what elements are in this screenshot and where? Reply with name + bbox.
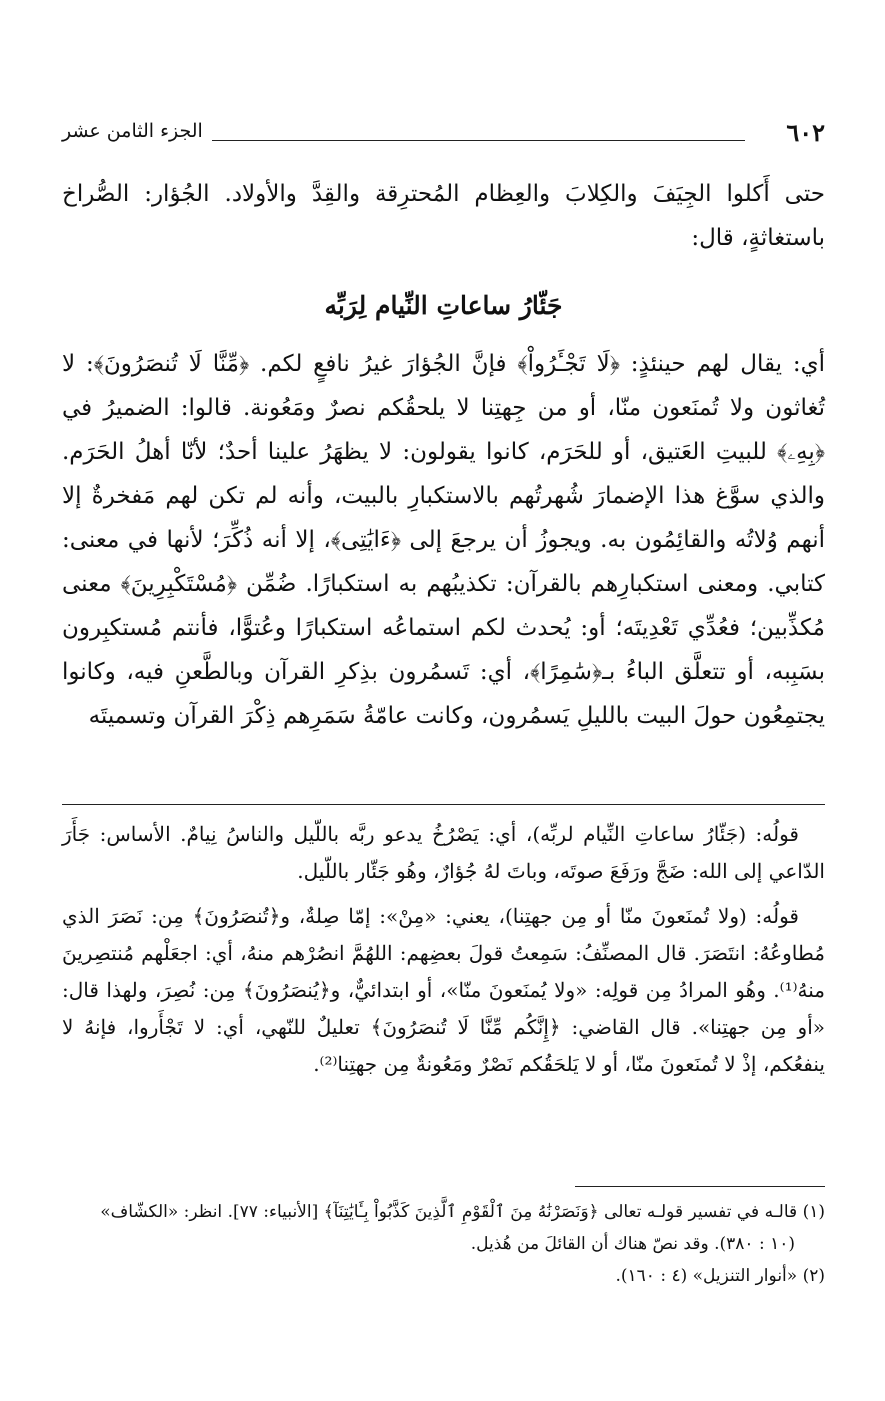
- commentary-paragraph-2: قولُه: (ولا تُمنَعونَ منّا أو مِن جهتِنا)، يعني: «مِنْ»: إمّا صِلةٌ، و﴿تُنصَرُونَ﴾ مِن: نَصَرَ الذي مُطاوعُهُ: انتَصَرَ. قال المصنِّفُ: سَمِعتُ قولَ بعضِهم: اللهُمَّ انصُرْهم منهُ، أي: اجعَلْهم مُنتصِرينَ منهُ⁽¹⁾. وهُو المرادُ مِن قولِه: «ولا يُمنَعونَ منّا»، أو ابتدائيٌّ، و﴿يُنصَرُونَ﴾ مِن: نُصِرَ، ولهذا قال: «أو مِن جهتِنا». قال القاضي: ﴿إِنَّكُم مِّنَّا لَا تُنصَرُونَ﴾ تعليلٌ للنّهي، أي: لا تَجْأَروا، فإنهُ لا ينفعُكم، إذْ لا تُمنَعونَ منّا، أو لا يَلحَقُكم نَصْرٌ ومَعُونةٌ مِن جهتِنا⁽²⁾.: [62, 904, 825, 1076]
- running-title: الجزء الثامن عشر: [62, 120, 203, 142]
- book-page: [62, 0, 825, 1401]
- header-rule: [212, 140, 745, 141]
- footnote-2-line-1: (٢) «أنوار التنزيل» (٤ : ١٦٠).: [615, 1266, 825, 1286]
- main-paragraph-1: حتى أَكلوا الجِيَفَ والكِلابَ والعِظام المُحترِقة والقِدَّ والأولاد. الجُؤار: الصُّراخ باستغاثةٍ، قال:: [62, 181, 825, 251]
- footnote-1-line-1: (١) قالـه في تفسير قولـه تعالى ﴿وَنَصَرْنَٰهُ مِنَ ٱلْقَوْمِ ٱلَّذِينَ كَذَّبُواْ بِـَٔايَٰتِنَآ﴾ [الأنبياء: ٧٧]. انظر: «الكشّاف»: [100, 1202, 825, 1222]
- footnote-1: [62, 1196, 825, 1260]
- commentary-section: [62, 816, 825, 1091]
- footnotes: [62, 1196, 825, 1292]
- footnote-2: [62, 1260, 825, 1292]
- verse-heading: جَئّارُ ساعاتِ النِّيام لِرَبِّه: [324, 291, 563, 320]
- commentary-divider: [62, 804, 825, 805]
- footnote-rule: [575, 1186, 825, 1187]
- commentary-paragraph-1: قولُه: (جَئّارُ ساعاتِ النِّيام لربِّه)، أي: يَصْرُخُ يدعو ربَّه باللّيل والناسُ نِيامٌ. الأساس: جَأَرَ الدّاعي إلى الله: ضَجَّ ورَفَعَ صوتَه، وباتَ لهُ جُؤارٌ، وهُو جَئّار باللّيل.: [62, 822, 825, 883]
- page-number: ٦٠٢: [786, 118, 825, 147]
- main-paragraph-2: أي: يقال لهم حينئذٍ: ﴿لَا تَجْـَٔرُواْ﴾ فإنَّ الجُؤارَ غيرُ نافعٍ لكم. ﴿مِّنَّا لَا تُنصَرُونَ﴾: لا تُغاثون ولا تُمنَعون منّا، أو من جِهتِنا لا يلحقُكم نصرٌ ومَعُونة. قالوا: الضميرُ في ﴿بِهِۦ﴾ للبيتِ العَتيق، أو للحَرَم، كانوا يقولون: لا يظهَرُ علينا أحدٌ؛ لأنّا أهلُ الحَرَم. والذي سوَّغ هذا الإضمارَ شُهرتُهم بالاستكبارِ بالبيت، وأنه لم تكن لهم مَفخرةٌ إلا أنهم وُلاتُه والقائِمُون به. ويجوزُ أن يرجعَ إلى ﴿ءَايَٰتِى﴾، إلا أنه ذُكِّرَ؛ لأنها في معنى: كتابي. ومعنى استكبارِهم بالقرآن: تكذيبُهم به استكبارًا. ضُمِّن ﴿مُسْتَكْبِرِينَ﴾ معنى مُكذِّبين؛ فعُدِّي تَعْدِيتَه؛ أو: يُحدث لكم استماعُه استكبارًا وعُتوًّا، فأنتم مُستكبِرون بسَبِبه، أو تتعلَّق الباءُ بـ﴿سَٰمِرًا﴾، أي: تَسمُرون بذِكرِ القرآن وبالطَّعنِ فيه، وكانوا يجتمِعُون حولَ البيت بالليلِ يَسمُرون، وكانت عامّةُ سَمَرِهم ذِكْرَ القرآن وتسميتَه: [62, 351, 825, 729]
- page-header: [62, 118, 825, 158]
- footnote-1-line-2: (١٠ : ٣٨٠). وقد نصّ هناك أن القائلَ من هُذيل.: [470, 1234, 795, 1254]
- main-text: [62, 172, 825, 738]
